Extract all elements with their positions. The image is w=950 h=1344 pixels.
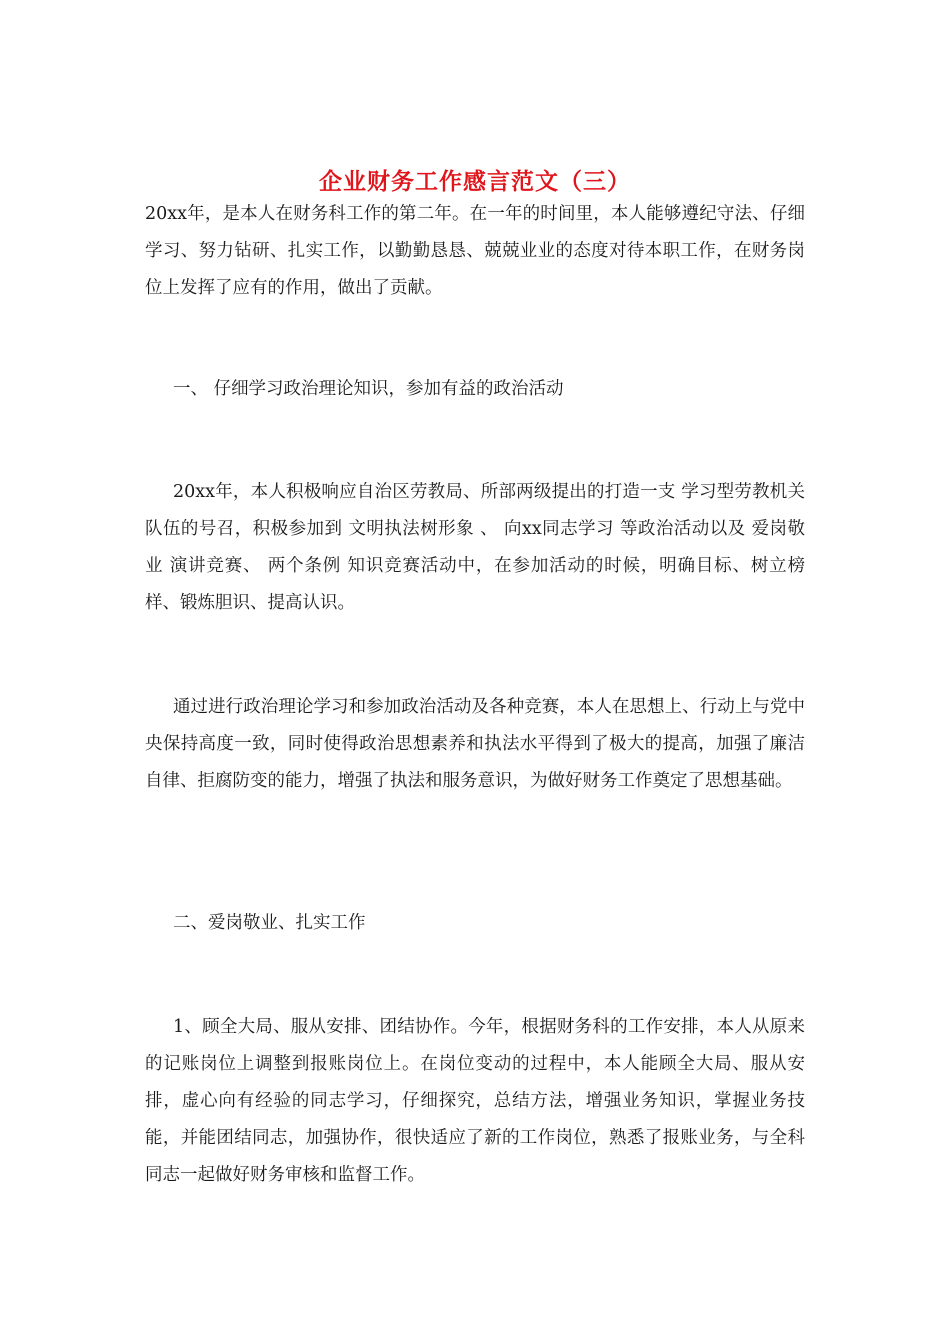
section-2-heading: 二、爱岗敬业、扎实工作 <box>173 913 366 933</box>
document-title: 企业财务工作感言范文（三） <box>319 168 631 196</box>
section-1-paragraph-1: 20xx年，本人积极响应自治区劳教局、所部两级提出的打造一支 学习型劳教机关 队伍的号召，积极参加到 文明执法树形象 、 向xx同志学习 等政治活动以及 爱岗敬业 演讲竞赛、 两个条例 知识竞赛活动中，在参加活动的时候，明确目标、树立榜样、锻炼胆识、提高认识。 <box>145 482 805 613</box>
section-1-paragraph-2: 通过进行政治理论学习和参加政治活动及各种竞赛，本人在思想上、行动上与党中央保持高度一致，同时使得政治思想素养和执法水平得到了极大的提高，加强了廉洁自律、拒腐防变的能力，增强了执法和服务意识，为做好财务工作奠定了思想基础。 <box>145 697 805 791</box>
section-2-paragraph-1: 1、顾全大局、服从安排、团结协作。今年，根据财务科的工作安排，本人从原来的记账岗位上调整到报账岗位上。在岗位变动的过程中，本人能顾全大局、服从安排，虚心向有经验的同志学习，仔细探究，总结方法，增强业务知识，掌握业务技能，并能团结同志，加强协作，很快适应了新的工作岗位，熟悉了报账业务，与全科同志一起做好财务审核和监督工作。 <box>145 1017 805 1185</box>
intro-paragraph: 20xx年，是本人在财务科工作的第二年。在一年的时间里，本人能够遵纪守法、仔细学习、努力钻研、扎实工作，以勤勤恳恳、兢兢业业的态度对待本职工作，在财务岗位上发挥了应有的作用，做出了贡献。 <box>145 204 805 298</box>
section-1-heading: 一、 仔细学习政治理论知识，参加有益的政治活动 <box>173 379 564 399</box>
